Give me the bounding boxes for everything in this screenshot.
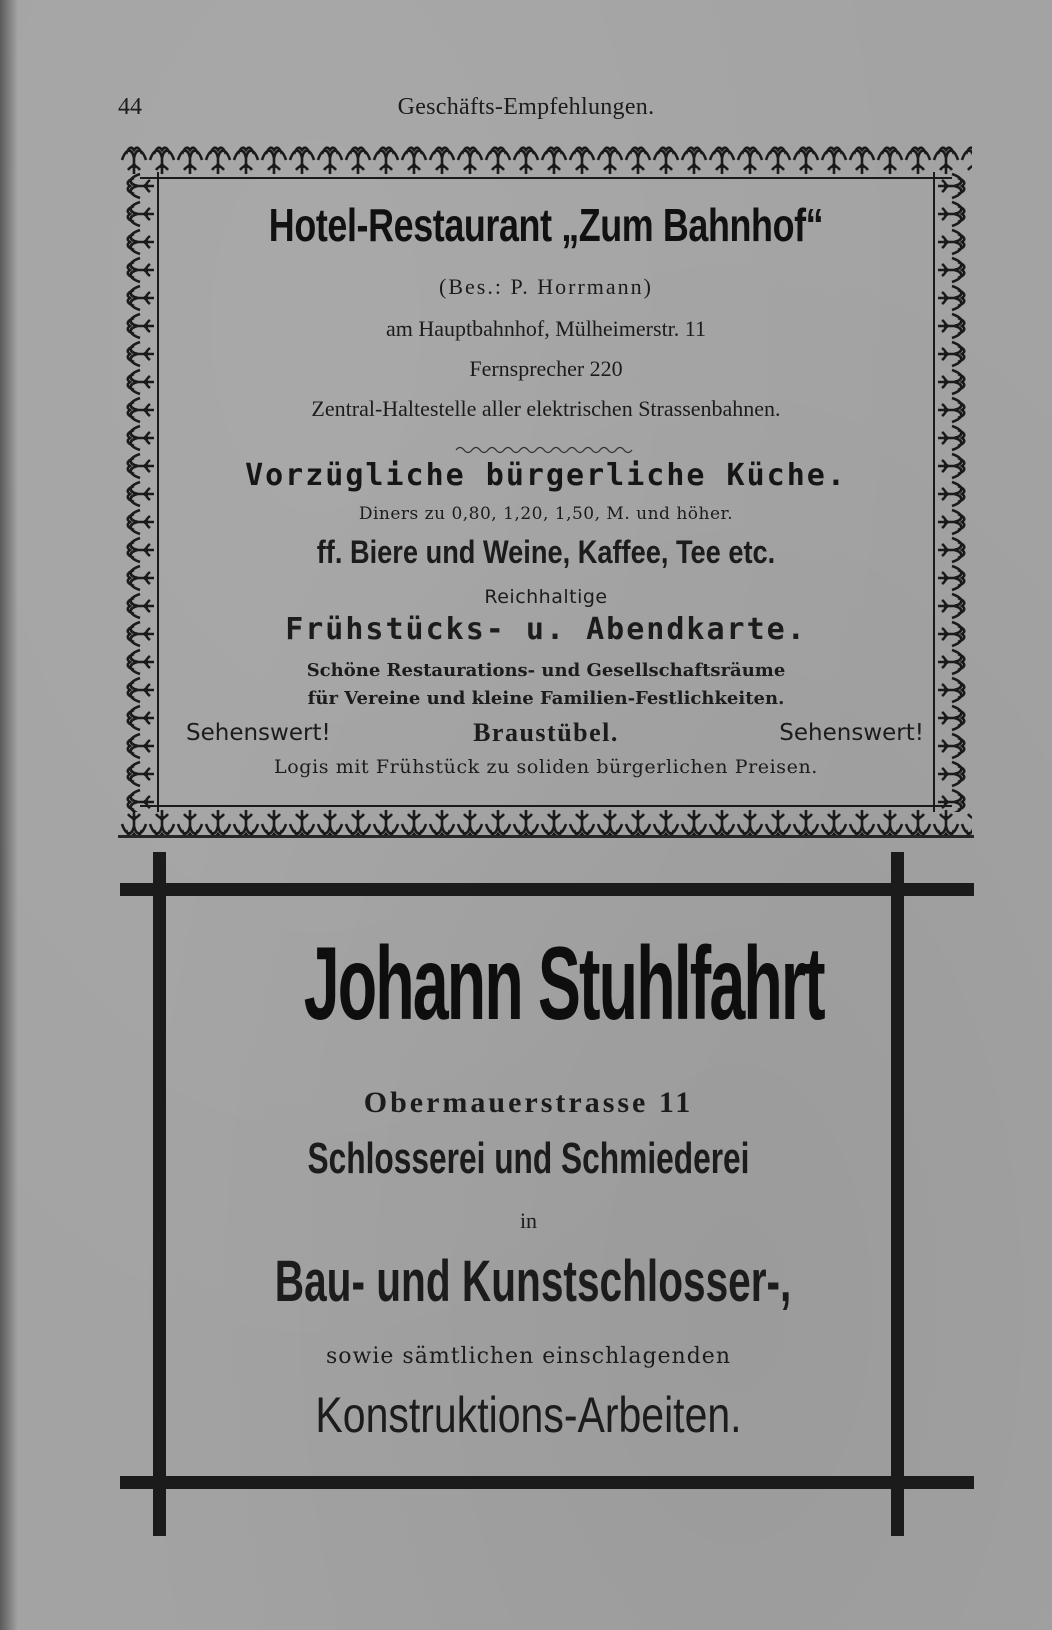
reichhaltige-label: Reichhaltige: [484, 586, 608, 608]
hotel-phone: Fernsprecher 220: [469, 356, 623, 381]
logis-line: Logis mit Frühstück zu soliden bürgerlichen Preisen.: [274, 756, 818, 778]
page-edge-shadow: [0, 0, 18, 1630]
sehenswert-left: Sehenswert!: [186, 720, 331, 746]
wavy-divider: [164, 444, 928, 456]
braustuebel-row: [164, 718, 928, 758]
company-street: Obermauerstrasse 11: [363, 1086, 694, 1119]
ornament-border-left: [120, 172, 160, 812]
rooms-line-1: Schöne Restaurations- und Gesellschaftsräume: [306, 660, 786, 681]
hotel-ad-content: [164, 184, 928, 804]
frame-bar-left: [153, 852, 166, 1536]
separator-rule: [118, 835, 974, 838]
ornament-border-right: [932, 172, 972, 812]
stuhlfahrt-advertisement: [166, 896, 891, 1476]
ornament-border-top: [120, 140, 972, 180]
hotel-address: am Hauptbahnhof, Mülheimerstr. 11: [386, 316, 706, 341]
trade-line-2: Bau- und Kunstschlosser-,: [274, 1249, 792, 1314]
ornament-border-bottom: [120, 804, 972, 844]
frame-bar-top: [120, 883, 974, 896]
page-number: 44: [118, 94, 142, 120]
trade-line: Schlosserei und Schmiederei: [307, 1134, 750, 1183]
frame-bar-right: [891, 852, 904, 1536]
hotel-advertisement: [120, 140, 972, 844]
kitchen-slogan: Vorzügliche bürgerliche Küche.: [245, 458, 847, 493]
hotel-owner: (Bes.: P. Horrmann): [439, 274, 653, 299]
diners-prices: Diners zu 0,80, 1,20, 1,50, M. und höher.: [358, 504, 734, 524]
page-header: [0, 88, 1052, 128]
sehenswert-right: Sehenswert!: [779, 720, 924, 746]
braustuebel: Braustübel.: [473, 718, 619, 747]
menu-line: Frühstücks- u. Abendkarte.: [285, 612, 807, 647]
running-title: Geschäfts-Empfehlungen.: [397, 94, 655, 120]
rooms-line-2: für Vereine und kleine Familien-Festlichkeiten.: [307, 688, 785, 709]
frame-bar-bottom: [120, 1476, 974, 1489]
sowie-line: sowie sämtlichen einschlagenden: [326, 1344, 731, 1369]
tram-stop-note: Zentral-Haltestelle aller elektrischen Strassenbahnen.: [311, 396, 781, 421]
hotel-name: Hotel-Restaurant „Zum Bahnhof“: [268, 199, 824, 251]
company-name: Johann Stuhlfahrt: [303, 926, 824, 1042]
in-word: in: [519, 1208, 538, 1233]
konstruktion-line: Konstruktions-Arbeiten.: [315, 1387, 742, 1443]
drinks-line: ff. Biere und Weine, Kaffee, Tee etc.: [316, 534, 776, 570]
